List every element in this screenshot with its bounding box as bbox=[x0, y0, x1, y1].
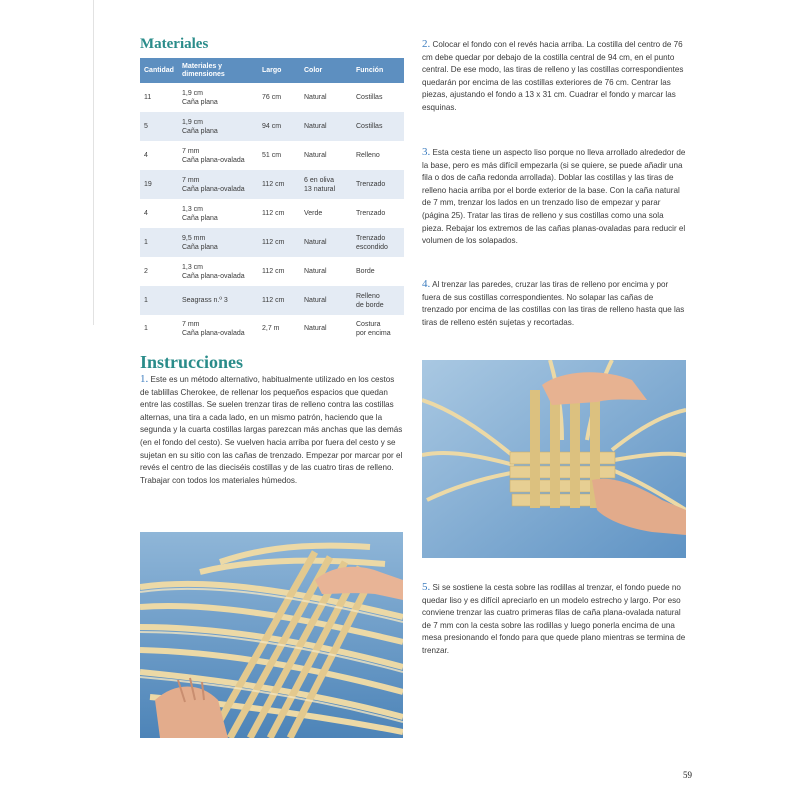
cell-function bbox=[352, 228, 404, 257]
cell-color bbox=[300, 199, 352, 228]
cell-material bbox=[178, 83, 258, 112]
cell-function bbox=[352, 170, 404, 199]
color-line: Natural bbox=[304, 325, 327, 332]
instruction-step-5 bbox=[422, 581, 686, 658]
cell-quantity: 1 bbox=[144, 325, 148, 332]
step-text: Este es un método alternativo, habitualmente utilizado en los cestos de tablillas Cherokee, de rellenar los pequeños espacios que quedan entre las costillas. Se suelen trenzar tiras de relleno contra las costillas alternas, una tira a cada lado, en un mismo patrón, haciendo que la segunda y la cuarta costillas largas parezcan más anchas que las demás (en el fondo del cesto). Se vuelven hacia arriba por fuera del cesto y se sujetan en su sitio con las cañas de trenzado. Empezar por marcar por el revés el centro de las dieciséis costillas y de las cuatro tiras de relleno. Trabajar con todos los materiales húmedos. bbox=[140, 375, 403, 485]
table-row bbox=[140, 315, 404, 342]
header-color: Color bbox=[300, 58, 352, 83]
cell-length: 112 cm bbox=[262, 181, 285, 188]
cell-length: 76 cm bbox=[262, 94, 282, 101]
color-line: Natural bbox=[304, 239, 327, 246]
cell-color bbox=[300, 286, 352, 315]
step-text: Si se sostiene la cesta sobre las rodillas al trenzar, el fondo puede no quedar liso y es difícil apreciarlo en un modelo estrecho y largo. Por eso conviene trenzar las cuatro primeras filas de caña plana-ovalada natural de 7 mm con la cesta sobre las rodillas y luego ponerla encima de una mesa presionando el fondo para que quede plano mientras se termina de trenzar. bbox=[422, 583, 686, 655]
cell-material bbox=[178, 170, 258, 199]
color-line: Natural bbox=[304, 94, 327, 101]
function-line: Relleno bbox=[356, 292, 380, 300]
material-type: Caña plana bbox=[182, 98, 218, 106]
material-size: 7 mm bbox=[182, 147, 200, 155]
margin-rule bbox=[93, 0, 94, 325]
table-row bbox=[140, 257, 404, 286]
cell-function bbox=[352, 286, 404, 315]
header-materials: Materiales y dimensiones bbox=[178, 58, 258, 83]
step-number: 5. bbox=[422, 581, 431, 593]
cell-color bbox=[300, 315, 352, 342]
function-line: Trenzado bbox=[356, 210, 386, 217]
table-row bbox=[140, 141, 404, 170]
material-type: Caña plana-ovalada bbox=[182, 329, 245, 337]
step-number: 2. bbox=[422, 38, 431, 50]
material-size: 7 mm bbox=[182, 320, 200, 328]
cell-quantity: 1 bbox=[144, 297, 148, 304]
color-line: Natural bbox=[304, 123, 327, 130]
cell-quantity: 2 bbox=[144, 268, 148, 275]
material-type: Caña plana-ovalada bbox=[182, 272, 245, 280]
instruction-step-2 bbox=[422, 38, 686, 115]
function-line: por encima bbox=[356, 329, 391, 337]
cell-color bbox=[300, 170, 352, 199]
cell-material bbox=[178, 228, 258, 257]
table-row bbox=[140, 228, 404, 257]
cell-quantity: 4 bbox=[144, 210, 148, 217]
function-line: de borde bbox=[356, 301, 384, 309]
cell-material bbox=[178, 112, 258, 141]
color-line: Natural bbox=[304, 152, 327, 159]
cell-material bbox=[178, 315, 258, 342]
instructions-title: Instrucciones bbox=[140, 352, 243, 372]
cell-color bbox=[300, 141, 352, 170]
cell-length: 51 cm bbox=[262, 152, 282, 159]
cell-quantity: 1 bbox=[144, 239, 148, 246]
cell-material bbox=[178, 141, 258, 170]
material-type: Caña plana-ovalada bbox=[182, 156, 245, 164]
material-size: Seagrass n.º 3 bbox=[182, 297, 228, 304]
cell-quantity: 5 bbox=[144, 123, 148, 130]
step-number: 1. bbox=[140, 373, 149, 385]
weaving-base-photo bbox=[140, 532, 403, 738]
cell-color bbox=[300, 228, 352, 257]
cell-function bbox=[352, 112, 404, 141]
color-line: Natural bbox=[304, 297, 327, 304]
step-text: Al trenzar las paredes, cruzar las tiras de relleno por encima y por fuera de sus costillas correspondientes. No solapar las cañas de trenzado por encima de las costillas con las tiras de relleno hasta que las tiras de relleno estén sujetas y recortadas. bbox=[422, 280, 685, 327]
cell-length: 112 cm bbox=[262, 268, 285, 275]
material-type: Caña plana bbox=[182, 214, 218, 222]
table-row bbox=[140, 286, 404, 315]
table-row bbox=[140, 199, 404, 228]
cell-function bbox=[352, 199, 404, 228]
cell-function bbox=[352, 257, 404, 286]
weaving-walls-photo bbox=[422, 360, 686, 558]
cell-material bbox=[178, 257, 258, 286]
table-header-row bbox=[140, 58, 404, 83]
step-number: 4. bbox=[422, 278, 431, 290]
material-type: Caña plana-ovalada bbox=[182, 185, 245, 193]
function-line: Borde bbox=[356, 268, 375, 275]
material-size: 1,3 cm bbox=[182, 205, 204, 213]
header-function: Función bbox=[352, 58, 404, 83]
step-text: Colocar el fondo con el revés hacia arriba. La costilla del centro de 76 cm debe quedar por debajo de la costilla central de 94 cm, en el punto central. De ese modo, las tiras de relleno y las costillas correspondientes quedarán por encima de las costillas exteriores de 76 cm. Centrar las piezas, ajustando el fondo a 13 x 31 cm. Cuadrar el fondo y marcar las esquinas. bbox=[422, 40, 684, 112]
color-line: Verde bbox=[304, 210, 323, 217]
function-line: escondido bbox=[356, 243, 388, 251]
cell-quantity: 11 bbox=[144, 94, 152, 101]
cell-function bbox=[352, 315, 404, 342]
color-line: 13 natural bbox=[304, 185, 336, 193]
cell-quantity: 4 bbox=[144, 152, 148, 159]
material-size: 1,9 cm bbox=[182, 118, 204, 126]
cell-length: 94 cm bbox=[262, 123, 282, 130]
cell-color bbox=[300, 83, 352, 112]
table-row bbox=[140, 112, 404, 141]
page-number: 59 bbox=[683, 770, 692, 780]
material-type: Caña plana bbox=[182, 127, 218, 135]
materials-table bbox=[140, 58, 404, 342]
instruction-step-1 bbox=[140, 373, 404, 487]
material-size: 7 mm bbox=[182, 176, 200, 184]
step-number: 3. bbox=[422, 146, 431, 158]
cell-color bbox=[300, 112, 352, 141]
cell-function bbox=[352, 83, 404, 112]
cell-length: 112 cm bbox=[262, 297, 285, 304]
cell-function bbox=[352, 141, 404, 170]
material-size: 1,9 cm bbox=[182, 89, 204, 97]
header-length: Largo bbox=[258, 58, 300, 83]
cell-length: 112 cm bbox=[262, 210, 285, 217]
function-line: Trenzado bbox=[356, 181, 386, 188]
material-size: 1,3 cm bbox=[182, 263, 204, 271]
header-quantity: Cantidad bbox=[140, 58, 178, 83]
cell-material bbox=[178, 199, 258, 228]
function-line: Costillas bbox=[356, 123, 383, 130]
color-line: 6 en oliva bbox=[304, 176, 334, 184]
table-row bbox=[140, 170, 404, 199]
cell-color bbox=[300, 257, 352, 286]
cell-length: 112 cm bbox=[262, 239, 285, 246]
function-line: Costillas bbox=[356, 94, 383, 101]
cell-length: 2,7 m bbox=[262, 325, 280, 332]
function-line: Costura bbox=[356, 320, 381, 328]
material-size: 9,5 mm bbox=[182, 234, 206, 242]
instruction-step-3 bbox=[422, 146, 686, 248]
function-line: Trenzado bbox=[356, 234, 386, 242]
color-line: Natural bbox=[304, 268, 327, 275]
function-line: Relleno bbox=[356, 152, 380, 159]
material-type: Caña plana bbox=[182, 243, 218, 251]
table-row bbox=[140, 83, 404, 112]
materials-title: Materiales bbox=[140, 36, 209, 52]
cell-quantity: 19 bbox=[144, 181, 152, 188]
instruction-step-4 bbox=[422, 278, 686, 329]
cell-material bbox=[178, 286, 258, 315]
step-text: Esta cesta tiene un aspecto liso porque no lleva arrollado alrededor de la base, pero es más difícil empezarla (si se quiere, se puede añadir una fila o dos de caña redonda arrollada). Doblar las costillas y las tiras de relleno hacia arriba por el borde exterior de la base. Con la caña natural de 7 mm, trenzar los lados en un trenzado liso de empezar y parar (página 25). Tratar las tiras de relleno y sus costillas como una sola pieza. Rebajar los extremos de las cañas planas-ovaladas para reducir el volumen de los solapados. bbox=[422, 148, 686, 246]
